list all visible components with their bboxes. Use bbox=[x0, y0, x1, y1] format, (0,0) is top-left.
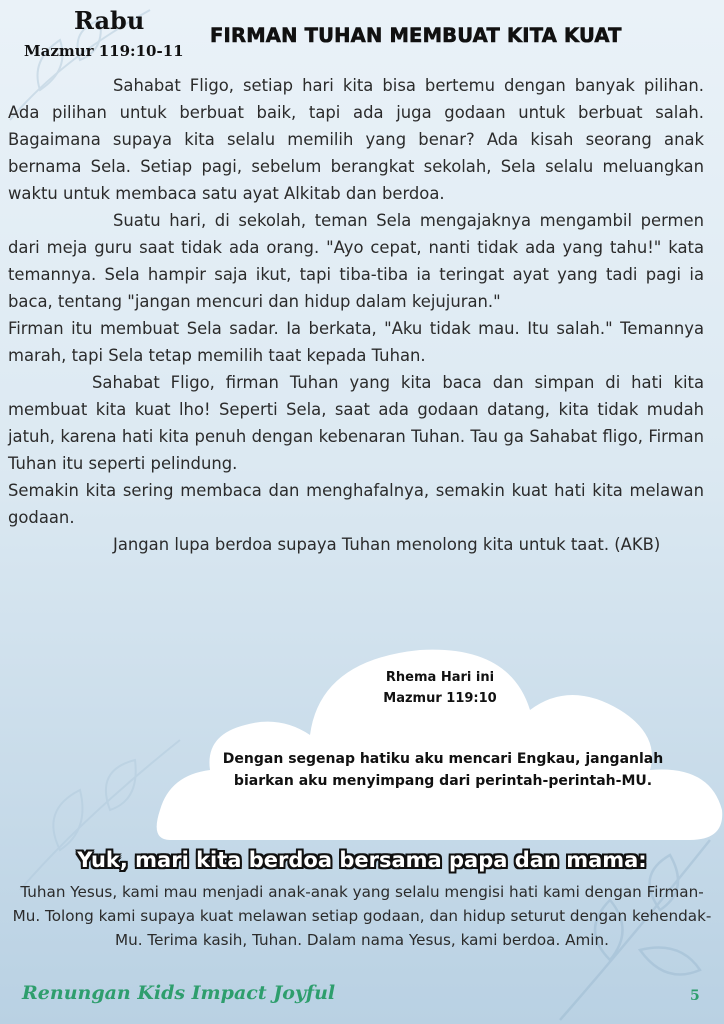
story-paragraph-3: Firman itu membuat Sela sadar. Ia berkata, "Aku tidak mau. Itu salah." Temannya marah, tapi Sela tetap memilih taat kepada Tuhan. bbox=[8, 319, 704, 365]
story-paragraph-6: Jangan lupa berdoa supaya Tuhan menolong kita untuk taat. (AKB) bbox=[113, 535, 661, 554]
page-title: FIRMAN TUHAN MEMBUAT KITA KUAT bbox=[210, 24, 622, 47]
scripture-reference: Mazmur 119:10-11 bbox=[24, 42, 184, 60]
story-paragraph-5: Semakin kita sering membaca dan menghafalnya, semakin kuat hati kita melawan godaan. bbox=[8, 481, 704, 527]
page-number: 5 bbox=[690, 988, 700, 1004]
prayer-text: Tuhan Yesus, kami mau menjadi anak-anak yang selalu mengisi hati kami dengan Firman-Mu. Tolong kami supaya kuat melawan setiap godaan, dan hidup seturut dengan kehendak-Mu. Terima kasih, Tuhan. Dalam nama Yesus, kami berdoa. Amin. bbox=[12, 883, 712, 949]
prayer-heading: Yuk, mari kita berdoa bersama papa dan mama: bbox=[77, 848, 647, 872]
day-label: Rabu bbox=[74, 6, 145, 35]
story-text bbox=[8, 72, 704, 558]
story-paragraph-4: Sahabat Fligo, firman Tuhan yang kita baca dan simpan di hati kita membuat kita kuat lho! Seperti Sela, saat ada godaan datang, kita tidak mudah jatuh, karena hati kita penuh dengan kebenaran Tuhan. Tau ga Sahabat fligo, Firman Tuhan itu seperti pelindung. bbox=[8, 373, 704, 473]
rhema-verse: Dengan segenap hatiku aku mencari Engkau, janganlah biarkan aku menyimpang dari perintah-perintah-MU. bbox=[222, 751, 664, 789]
rhema-title: Rhema Hari ini bbox=[385, 670, 495, 685]
footer-brand: Renungan Kids Impact Joyful bbox=[22, 982, 336, 1004]
rhema-reference: Mazmur 119:10 bbox=[383, 691, 497, 706]
story-paragraph-2: Suatu hari, di sekolah, teman Sela mengajaknya mengambil permen dari meja guru saat tidak ada orang. "Ayo cepat, nanti tidak ada yang tahu!" kata temannya. Sela hampir saja ikut, tapi tiba-tiba ia teringat ayat yang tadi pagi ia baca, tentang "jangan mencuri dan hidup dalam kejujuran." bbox=[8, 211, 704, 311]
rhema-heading bbox=[380, 667, 500, 709]
story-paragraph-1: Sahabat Fligo, setiap hari kita bisa bertemu dengan banyak pilihan. Ada pilihan untuk berbuat baik, tapi ada juga godaan untuk berbuat salah. Bagaimana supaya kita selalu memilih yang benar? Ada kisah seorang anak bernama Sela. Setiap pagi, sebelum berangkat sekolah, Sela selalu meluangkan waktu untuk membaca satu ayat Alkitab dan berdoa. bbox=[8, 76, 704, 203]
